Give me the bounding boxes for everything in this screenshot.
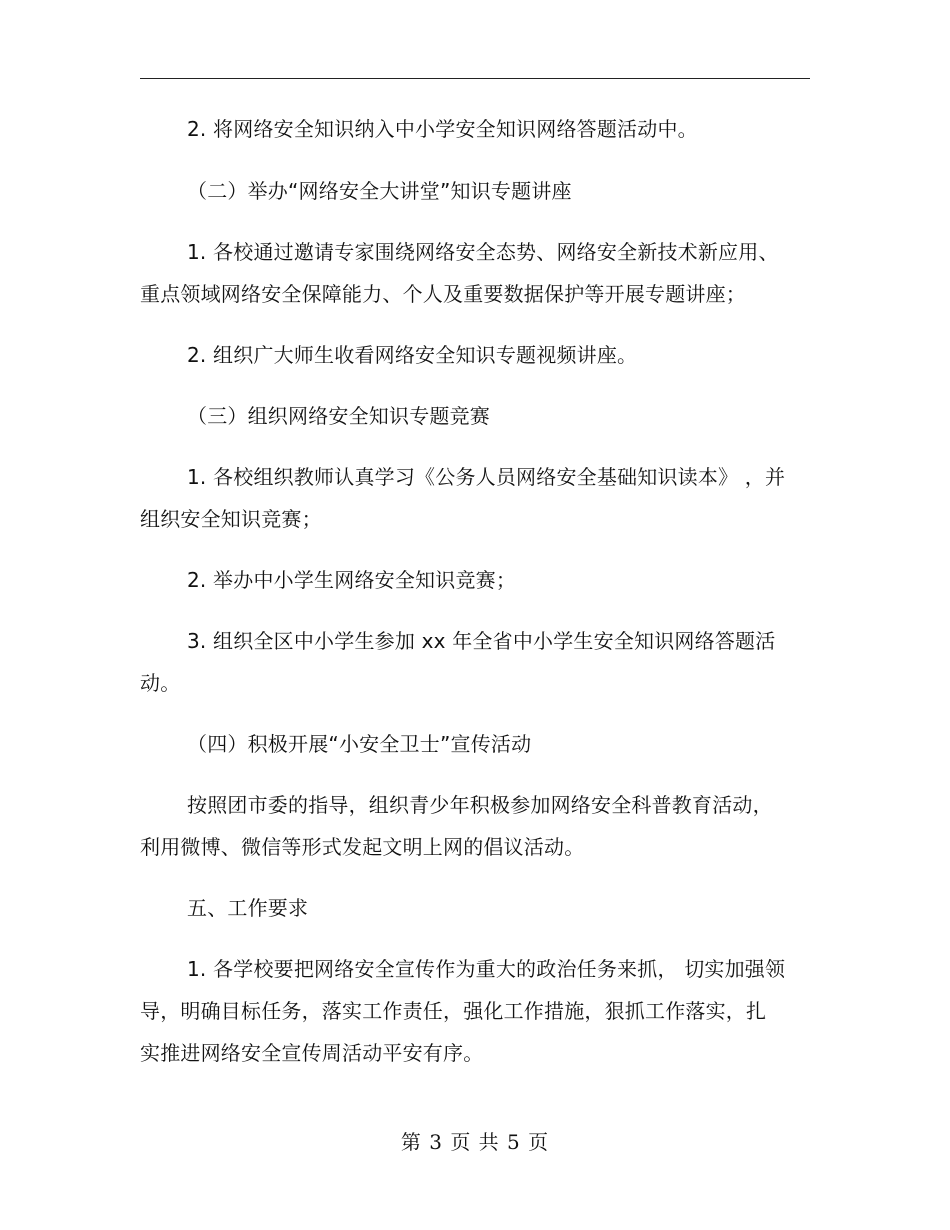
- paragraph-line: 重点领域网络安全保障能力、个人及重要数据保护等开展专题讲座；: [140, 282, 746, 306]
- paragraph-line: 按照团市委的指导，组织青少年积极参加网络安全科普教育活动，: [187, 793, 773, 817]
- section-heading: （三）组织网络安全知识专题竞赛: [187, 404, 490, 428]
- paragraph-line: 动。: [140, 671, 181, 695]
- paragraph-line: 2. 将网络安全知识纳入中小学安全知识网络答题活动中。: [187, 117, 698, 141]
- paragraph-line: 1. 各学校要把网络安全宣传作为重大的政治任务来抓， 切实加强领: [187, 957, 786, 981]
- paragraph-line: 3. 组织全区中小学生参加 xx 年全省中小学生安全知识网络答题活: [187, 629, 776, 653]
- paragraph-line: 1. 各校组织教师认真学习《公务人员网络安全基础知识读本》 ，并: [187, 465, 786, 489]
- section-heading: （四）积极开展“小安全卫士”宣传活动: [187, 732, 532, 756]
- section-heading: 五、工作要求: [187, 896, 309, 920]
- paragraph-line: 2. 组织广大师生收看网络安全知识专题视频讲座。: [187, 343, 638, 367]
- paragraph-line: 实推进网络安全宣传周活动平安有序。: [140, 1041, 484, 1065]
- paragraph-line: 导，明确目标任务，落实工作责任，强化工作措施，狠抓工作落实，扎: [140, 999, 767, 1023]
- paragraph-line: 2. 举办中小学生网络安全知识竞赛；: [187, 568, 517, 592]
- section-heading: （二）举办“网络安全大讲堂”知识专题讲座: [187, 179, 572, 203]
- header-rule: [140, 78, 810, 79]
- paragraph-line: 组织安全知识竞赛；: [140, 507, 322, 531]
- paragraph-line: 利用微博、微信等形式发起文明上网的倡议活动。: [140, 835, 585, 859]
- page-footer: 第 3 页 共 5 页: [400, 1130, 550, 1154]
- paragraph-line: 1. 各校通过邀请专家围绕网络安全态势、网络安全新技术新应用、: [187, 240, 779, 264]
